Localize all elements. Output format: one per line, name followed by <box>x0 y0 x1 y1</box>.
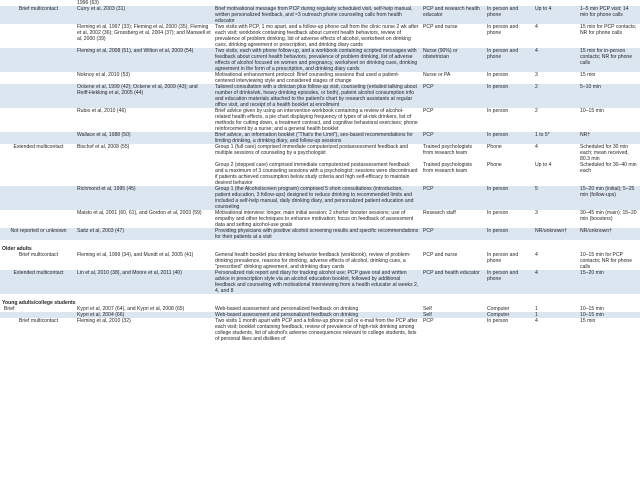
contacts-cell: 5 <box>533 186 578 210</box>
description-cell: General health booklet plus drinking behavior feedback (workbook), review of problem-drinking prevalence, reasons for drinking, adverse effects of alcohol, drinking cues, a "prescribed" drinking agreement, and drinking diary cards <box>215 252 411 270</box>
mode-cell: Computer <box>487 306 510 312</box>
personnel-cell: PCP <box>421 228 485 240</box>
description-cell: Two visits 1 month apart with PCP and a follow-up phone call or e-mail from the PCP after each visit; booklet containing feedback, review of prevalence of high-risk drinking among college students, list of alcohol's adverse consequences relevant to college students, lists of personal likes and dislikes of <box>215 318 418 342</box>
personnel-cell: PCP and research health educator <box>421 6 485 24</box>
personnel-cell: Self <box>423 306 432 312</box>
section-heading-row <box>0 297 640 306</box>
duration-cell: NR/unknown† <box>578 228 640 240</box>
contacts-cell: 3 <box>535 72 538 78</box>
row-label: Brief multicontact <box>0 6 75 24</box>
row-label <box>0 84 75 108</box>
personnel-cell: Trained psychologists from research team <box>423 144 473 156</box>
duration-cell: 15 min <box>580 318 596 324</box>
duration-cell: NR† <box>578 132 640 144</box>
reference-cell: Fleming et al, 2008 (51), and Wilton et al, 2009 (54) <box>75 48 213 72</box>
table-row <box>0 252 640 270</box>
description-cell: Group 2 (stepped care) comprised immediate computerized postassessment feedback and a maximum of 3 counseling sessions with a psychologist; sessions were discontinued if patients achieved consumption below study criteria and high self-efficacy to maintain desired behavior <box>215 162 418 186</box>
personnel-cell: PCP <box>421 132 485 144</box>
description-cell: Two visits with PCP, 1 mo apart, and a follow-up phone call from the clinic nurse 2 wk after each visit; workbook containing feedback about current health behaviors, review of prevalence of problem drinking, list of adverse effects of alcohol, worksheet on drinking cues, drinking agreement or prescription, and drinking diary cards <box>215 24 419 48</box>
contacts-cell: 4 <box>535 24 538 30</box>
table-row <box>0 6 640 24</box>
description-cell: Brief advice given by using an intervention workbook containing a review of alcohol-related health effects, a pie chart displaying frequency of types of at-risk drinkers, list of methods for cutting down, a treatment contract, and cognitive behavioral exercises; phone reinforcement by a nurse; and a general health booklet <box>215 108 418 132</box>
duration-cell: Scheduled for 30 min each; mean received, 80.3 min <box>580 144 629 162</box>
reference-cell: Noknoy et al, 2010 (53) <box>77 72 130 78</box>
row-label <box>0 48 75 72</box>
mode-cell: Phone <box>487 144 502 150</box>
reference-cell: Maisto et al, 2001 (60, 61), and Gordon et al, 2003 (59) <box>77 210 202 216</box>
mode-cell: In person and phone <box>485 270 533 294</box>
mode-cell: In person <box>485 84 533 108</box>
personnel-cell: PCP and health educator <box>421 270 485 294</box>
mode-cell: In person <box>487 72 509 78</box>
reference-cell: Fleming et al, 1997 (33); Fleming et al, 2000 (35); Fleming et al, 2002 (36); Grossberg et al, 2004 (37); and Manwell et al, 2000 (39) <box>77 24 211 42</box>
description-cell: Brief motivational message from PCP during regularly scheduled visit, self-help manual, written personalized feedback, and ≈3 outreach phone counseling calls from health educator <box>213 6 421 24</box>
contacts-cell: 4 <box>535 144 538 150</box>
duration-cell: 15 min for in-person contacts; NR for phone calls <box>578 48 640 72</box>
duration-cell: 15 min for PCP contacts; NR for phone calls <box>580 24 637 36</box>
contacts-cell: 4 <box>533 270 578 294</box>
reference-cell: Lin et al, 2010 (38), and Moore et al, 2011 (40) <box>75 270 213 294</box>
reference-cell: Curry et al, 2003 (31) <box>75 6 213 24</box>
row-label: Extended multicontact <box>13 144 64 150</box>
reference-cell: Kypri et al, 2007 (64), and Kypri et al, 2008 (65) <box>77 306 185 312</box>
row-label: Brief multicontact <box>18 318 59 324</box>
description-cell: Personalized risk report and diary for tracking alcohol use; PCP gave oral and written advice in prescription style via an alcohol education booklet, followed by additional feedback and counseling with motivational interviewing from a health educator at weeks 2, 4, and 8 <box>213 270 421 294</box>
contacts-cell: NR/unknown† <box>533 228 578 240</box>
personnel-cell: PCP <box>421 84 485 108</box>
personnel-cell: Nurse or PA <box>423 72 451 78</box>
row-label: Not reported or unknown <box>0 228 75 240</box>
contacts-cell: Up to 4 <box>535 162 552 168</box>
mode-cell: In person <box>485 228 533 240</box>
personnel-cell: PCP <box>423 108 434 114</box>
duration-cell: 15–20 min <box>578 270 640 294</box>
table-row <box>0 24 640 48</box>
reference-cell: Richmond et al, 1995 (45) <box>75 186 213 210</box>
duration-cell: 30–45 min (main); 15–20 min (boosters) <box>580 210 637 222</box>
mode-cell: Computer <box>485 312 533 318</box>
description-cell: Group 1 (the Alcoholscreen program) comprised 5 short consultations (introduction, patient education, 3 follow-ups) designed to reduce drinking to recommended limits and included a self-help manual, daily drinking diary, and personalized patient education and counseling <box>213 186 421 210</box>
description-cell: Two visits, each with phone follow-up, and a workbook containing scripted messages with feedback about current health behaviors, prevalence of problem drinking, list of adverse effects of alcohol focused on women and pregnancy, worksheet on drinking cues, drinking agreement in the form of a prescription, and drinking diary cards <box>213 48 421 72</box>
description-cell: Providing physicians with positive alcohol screening results and specific recommendations for their patients at a visit <box>213 228 421 240</box>
table-row <box>0 84 640 108</box>
duration-cell: Scheduled for 30–40 min each <box>580 162 637 174</box>
duration-cell: 10–15 min <box>580 108 604 114</box>
contacts-cell: 1 <box>535 306 538 312</box>
personnel-cell: Nurse (90%) or obstetrician <box>421 48 485 72</box>
mode-cell: In person <box>487 318 509 324</box>
contacts-cell: 4 <box>533 48 578 72</box>
table-row <box>0 270 640 294</box>
reference-cell: Ockene et al, 1999 (42); Ockene et al, 2009 (43); and Reiff-Hekking et al, 2005 (44) <box>75 84 213 108</box>
duration-cell: 10–15 min <box>580 306 604 312</box>
personnel-cell: PCP <box>421 186 485 210</box>
mode-cell: Phone <box>487 162 502 168</box>
duration-cell: 15 min <box>580 72 596 78</box>
table-row <box>0 186 640 210</box>
personnel-cell: PCP and nurse <box>423 252 458 258</box>
row-label: Brief multicontact <box>18 252 59 258</box>
row-label <box>0 162 75 186</box>
reference-cell: Kypri et al, 2004 (66) <box>75 312 213 318</box>
description-cell: Motivational enhancement protocol: Brief counseling sessions that used a patient-centered interviewing style and considered stages of change <box>215 72 400 84</box>
description-cell: Motivational interview: longer, main initial session; 2 shorter booster sessions; use of empathy and other techniques to enhance motivation; focus on feedback of assessment data and setting alcohol-use goals <box>215 210 414 228</box>
row-label <box>0 24 75 48</box>
reference-cell: Rubio et al, 2010 (46) <box>77 108 126 114</box>
mode-cell: In person <box>485 186 533 210</box>
reference-cell: Fleming et al, 2010 (32) <box>77 318 131 324</box>
duration-cell: 15–20 min (initial); 5–25 min (follow-ups) <box>578 186 640 210</box>
contacts-cell: 2 <box>535 108 538 114</box>
description-cell: Brief advice, an information booklet ("That's the Limit"), sex-based recommendations for limiting drinking, a drinking diary, and follow-up sessions <box>213 132 421 144</box>
contacts-cell: 1 <box>533 312 578 318</box>
row-label: Extended multicontact <box>0 270 75 294</box>
duration-cell: 1–5 min PCP visit; 14 min for phone calls <box>578 6 640 24</box>
mode-cell: In person <box>487 108 509 114</box>
row-label: Brief <box>4 306 15 312</box>
contacts-cell: Up to 4 <box>533 6 578 24</box>
description-cell: Group 1 (full care) comprised immediate computerized postassessment feedback and multiple sessions of counseling by a psychologist <box>215 144 409 156</box>
reference-cell: Wallace et al, 1988 (50) <box>75 132 213 144</box>
personnel-cell: PCP <box>423 318 434 324</box>
personnel-cell: PCP and nurse <box>423 24 458 30</box>
row-label <box>0 108 75 132</box>
duration-cell: 10–15 min for PCP contacts; NR for phone calls <box>580 252 633 270</box>
reference-cell: Bischof et al, 2008 (55) <box>77 144 130 150</box>
duration-cell: 5–10 min <box>578 84 640 108</box>
description-cell: Tailored consultation with a clinician plus follow-up visit, counseling (entailed talking about number of drinks/wk, heavy drinking episodes, or both), patient alcohol consumption info and education materials attached to the patient's chart by research assistants at regular office visit, and receipt of a health booklet at enrollment <box>213 84 421 108</box>
section-heading: Older adults <box>2 246 32 252</box>
table-row <box>0 72 640 84</box>
contacts-cell: 4 <box>535 318 538 324</box>
mode-cell: In person and phone <box>487 24 519 36</box>
mode-cell: In person and phone <box>487 252 519 264</box>
row-label <box>0 132 75 144</box>
reference-cell: 1996 (63) <box>77 0 99 6</box>
table-row <box>0 48 640 72</box>
mode-cell: In person and phone <box>485 6 533 24</box>
table-row <box>0 108 640 132</box>
table-row <box>0 318 640 342</box>
reference-cell: Fleming et al, 1999 (34), and Mundt et al, 2005 (41) <box>77 252 194 258</box>
mode-cell: In person <box>485 132 533 144</box>
table-row <box>0 162 640 186</box>
table-row <box>0 132 640 144</box>
table-row <box>0 144 640 162</box>
duration-cell: 10–15 min <box>578 312 640 318</box>
row-label <box>0 72 75 84</box>
row-label <box>0 186 75 210</box>
mode-cell: In person <box>487 210 509 216</box>
description-cell: Web-based assessment and personalized feedback on drinking <box>213 312 421 318</box>
table-row <box>0 210 640 228</box>
contacts-cell: 2 <box>533 84 578 108</box>
personnel-cell: Self <box>421 312 485 318</box>
section-heading: Young adults/college students <box>2 300 76 306</box>
personnel-cell: Research staff <box>423 210 456 216</box>
contacts-cell: 3 <box>535 210 538 216</box>
row-label <box>0 210 75 228</box>
personnel-cell: Trained psychologists from research team <box>423 162 473 174</box>
reference-cell: Saitz et al, 2003 (47) <box>75 228 213 240</box>
reference-cell <box>75 162 213 186</box>
contacts-cell: 4 <box>535 252 538 258</box>
section-heading-row <box>0 243 640 252</box>
table-row <box>0 228 640 240</box>
description-cell: Web-based assessment and personalized feedback on drinking <box>215 306 359 312</box>
contacts-cell: 1 to 5* <box>533 132 578 144</box>
mode-cell: In person and phone <box>485 48 533 72</box>
